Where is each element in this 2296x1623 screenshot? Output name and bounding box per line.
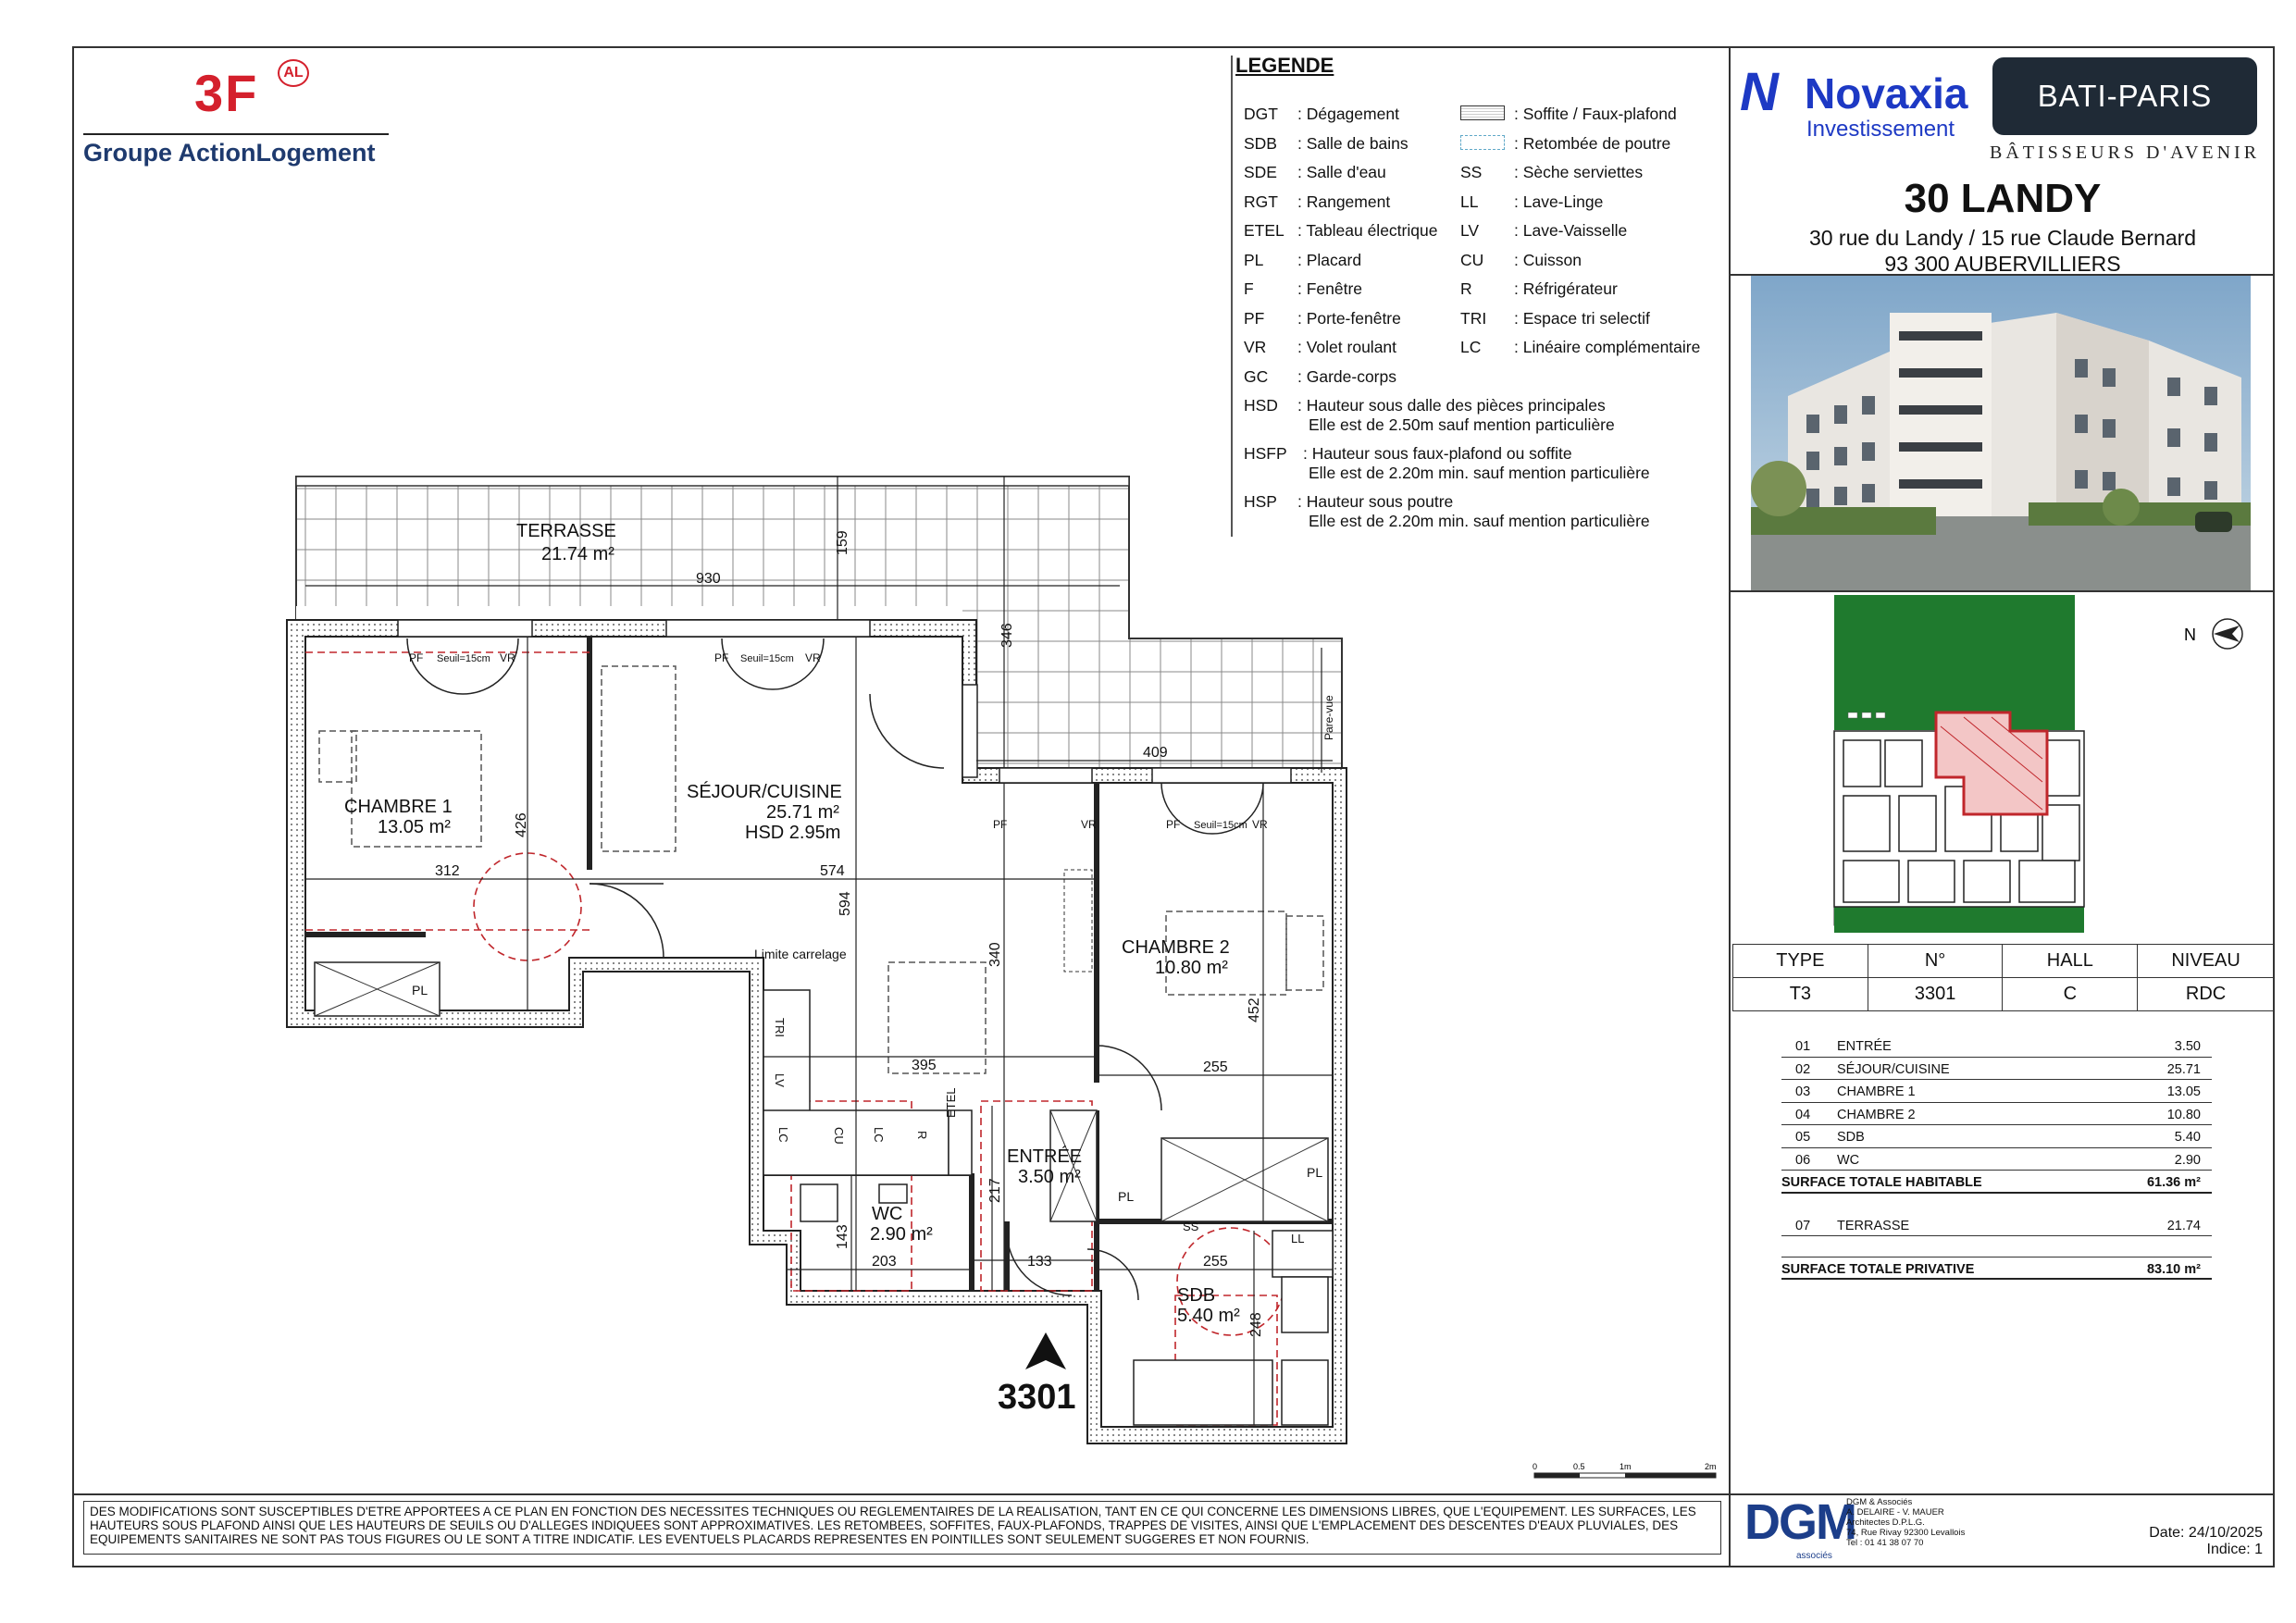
sdb-label: SDB — [1177, 1285, 1216, 1306]
batisseurs-tagline: BÂTISSEURS D'AVENIR — [1990, 142, 2261, 163]
north-arrow-icon — [2184, 619, 2242, 649]
legend-height-code: HSD — [1244, 396, 1278, 415]
legend-code: LV — [1460, 221, 1480, 240]
svg-text:1m: 1m — [1620, 1462, 1632, 1471]
svg-text:ETEL: ETEL — [944, 1087, 958, 1118]
svg-text:VR: VR — [1081, 818, 1097, 831]
sdb-area: 5.40 m² — [1177, 1306, 1240, 1326]
legend-code: VR — [1244, 338, 1267, 356]
legend-label: : Placard — [1297, 250, 1362, 269]
legend-code: LC — [1460, 338, 1482, 356]
legend-label: : Réfrigérateur — [1514, 279, 1618, 298]
sejour-area: 25.71 m² — [766, 802, 839, 823]
svg-text:452: 452 — [1247, 997, 1262, 1022]
legend-height-line2: Elle est de 2.20m min. sauf mention particulière — [1309, 512, 1650, 530]
svg-text:LV: LV — [773, 1073, 787, 1087]
legend-code: PL — [1244, 250, 1264, 269]
svg-text:426: 426 — [514, 812, 529, 837]
svg-text:SS: SS — [1183, 1220, 1199, 1233]
legend-code: RGT — [1244, 192, 1278, 211]
header-hall: HALL — [2003, 945, 2138, 978]
limite-carrelage: Limite carrelage — [754, 947, 847, 961]
unit-info-table — [1732, 944, 2275, 1011]
legend-label: : Espace tri selectif — [1514, 308, 1650, 328]
building-rendering — [1751, 276, 2251, 590]
svg-text:395: 395 — [912, 1058, 937, 1073]
svg-text:N: N — [2184, 626, 2196, 644]
svg-text:VR: VR — [500, 651, 515, 664]
svg-text:VR: VR — [805, 651, 821, 664]
3f-logo — [83, 54, 389, 165]
svg-text:PF: PF — [993, 818, 1008, 831]
svg-text:248: 248 — [1248, 1312, 1264, 1337]
legend-title: LEGENDE — [1235, 54, 1334, 77]
svg-text:TRI: TRI — [773, 1018, 787, 1037]
surface-row: 02 SÉJOUR/CUISINE 25.71 — [1781, 1058, 2212, 1081]
svg-text:PF: PF — [714, 651, 729, 664]
chambre2-label: CHAMBRE 2 — [1122, 937, 1230, 958]
legend-label: : Porte-fenêtre — [1297, 308, 1401, 328]
svg-text:0: 0 — [1533, 1462, 1538, 1471]
legend-code: TRI — [1460, 308, 1487, 328]
svg-text:409: 409 — [1143, 745, 1168, 761]
svg-text:R: R — [915, 1131, 929, 1140]
legend-code: SDE — [1244, 163, 1277, 181]
project-city: 93 300 AUBERVILLIERS — [1884, 252, 2121, 276]
legend-height-line2: Elle est de 2.50m sauf mention particulière — [1309, 415, 1615, 434]
chambre1-label: CHAMBRE 1 — [344, 797, 453, 817]
legend-label: : Linéaire complémentaire — [1514, 338, 1701, 356]
entree-area: 3.50 m² — [1018, 1167, 1081, 1187]
svg-text:574: 574 — [820, 863, 845, 879]
terrasse-label: TERRASSE — [516, 521, 616, 541]
novaxia-sub: Investissement — [1806, 117, 1955, 142]
svg-text:2m: 2m — [1705, 1462, 1717, 1471]
svg-text:Seuil=15cm: Seuil=15cm — [437, 653, 490, 664]
location-plan — [1732, 592, 2275, 944]
svg-text:143: 143 — [835, 1224, 850, 1249]
svg-text:Pare-vue: Pare-vue — [1322, 695, 1335, 740]
svg-text:133: 133 — [1027, 1254, 1052, 1270]
svg-text:PL: PL — [1118, 1189, 1135, 1204]
architect-info: DGM & Associés A. DELAIRE - V. MAUER Architectes D.P.L.G. 74, Rue Rivay 92300 Levallois Tel : 01 41 38 07 70 — [1846, 1497, 1966, 1548]
sejour-hsd: HSD 2.95m — [745, 823, 841, 843]
legend-code: SDB — [1244, 133, 1277, 153]
legend-code: ETEL — [1244, 221, 1285, 240]
svg-text:VR: VR — [1252, 818, 1268, 831]
legend-height-line2: Elle est de 2.20m min. sauf mention particulière — [1309, 464, 1650, 482]
project-address: 30 rue du Landy / 15 rue Claude Bernard — [1808, 226, 2197, 250]
date-block — [2110, 1525, 2263, 1558]
header-type: TYPE — [1733, 945, 1868, 978]
legend-label: : Salle de bains — [1297, 133, 1409, 153]
svg-text:PL: PL — [1307, 1165, 1323, 1180]
legend-label: : Sèche serviettes — [1514, 163, 1644, 181]
terrasse-row: 07 TERRASSE 21.74 — [1781, 1214, 2212, 1237]
novaxia-name: Novaxia — [1805, 69, 1968, 118]
dgm-assoc: associés — [1796, 1551, 1832, 1561]
legend-label: : Lave-Vaisselle — [1514, 221, 1628, 240]
surface-row: 05 SDB 5.40 — [1781, 1125, 2212, 1148]
legend-height-line1: : Hauteur sous dalle des pièces principales — [1297, 396, 1606, 415]
wc-label: WC — [872, 1204, 903, 1224]
value-hall: C — [2003, 978, 2138, 1011]
value-niveau: RDC — [2138, 978, 2275, 1011]
svg-text:255: 255 — [1203, 1059, 1228, 1075]
al-badge: AL — [278, 59, 309, 87]
svg-text:LL: LL — [1291, 1232, 1305, 1245]
svg-text:Seuil=15cm: Seuil=15cm — [1194, 820, 1247, 831]
total-privative-row: SURFACE TOTALE PRIVATIVE 83.10 m² — [1781, 1257, 2212, 1280]
wc-area: 2.90 m² — [870, 1224, 933, 1245]
legend-label: : Salle d'eau — [1297, 163, 1386, 181]
svg-text:LC: LC — [872, 1127, 886, 1143]
svg-text:0.5: 0.5 — [1573, 1462, 1585, 1471]
header-num: N° — [1868, 945, 2003, 978]
footer-divider — [72, 1493, 2275, 1495]
legend-code: F — [1244, 279, 1254, 298]
terrasse-area: 21.74 m² — [541, 544, 614, 564]
header-niveau: NIVEAU — [2138, 945, 2275, 978]
legend-code: DGT — [1244, 105, 1278, 123]
legend-label: : Tableau électrique — [1297, 221, 1438, 240]
legend-label: : Soffite / Faux-plafond — [1514, 105, 1677, 123]
chambre2-area: 10.80 m² — [1155, 958, 1228, 978]
svg-text:PF: PF — [409, 651, 424, 664]
svg-text:203: 203 — [872, 1254, 897, 1270]
legend-code: PF — [1244, 308, 1265, 328]
surface-row: 03 CHAMBRE 1 13.05 — [1781, 1080, 2212, 1103]
legend-height-line1: : Hauteur sous poutre — [1297, 492, 1454, 511]
svg-text:346: 346 — [999, 623, 1015, 648]
legend-label: : Garde-corps — [1297, 366, 1396, 386]
project-title: 30 LANDY — [1904, 176, 2102, 221]
group-name: Groupe ActionLogement — [83, 139, 376, 167]
svg-text:LC: LC — [776, 1127, 790, 1143]
svg-text:312: 312 — [435, 863, 460, 879]
surface-row: 04 CHAMBRE 2 10.80 — [1781, 1103, 2212, 1126]
total-habitable-row: SURFACE TOTALE HABITABLE 61.36 m² — [1781, 1171, 2212, 1194]
bati-paris-logo: BATI-PARIS — [1992, 57, 2257, 135]
legend-height-code: HSP — [1244, 492, 1277, 511]
sejour-label: SÉJOUR/CUISINE — [687, 782, 842, 802]
svg-text:PF: PF — [1166, 818, 1181, 831]
legend-label: : Cuisson — [1514, 250, 1582, 269]
svg-text:217: 217 — [987, 1178, 1003, 1203]
legend-code: GC — [1244, 366, 1269, 386]
floor-plan — [278, 463, 1351, 1471]
surface-row: 06 WC 2.90 — [1781, 1148, 2212, 1171]
svg-text:159: 159 — [835, 530, 850, 555]
disclaimer-notes: DES MODIFICATIONS SONT SUSCEPTIBLES D'ETRE APPORTEES A CE PLAN EN FONCTION DES NECESSITES TECHNIQUES OU REGLEMENTAIRES DE LA REALISATION, TANT EN CE QUI CONCERNE LES DIMENSIONS LIBRES, QUE L'EQUIPEMENT. LES SURFACES, LES HAUTEURS SOUS PLAFOND AINSI QUE LES HAUTEURS DE SEUILS OU D'ALLEGES INDIQUEES SONT APPROXIMATIVES. LES RETOMBEES, SOFFITES, FAUX-PLAFONDS, TRAPPES DE VISITES, AINSI QUE L'EMPLACEMENT DES DESCENTES D'EAUX PLUVIALES, DES EQUIPEMENTS SANITAIRES NE SONT PAS TOUS FIGURES OU LE SONT A TITRE INDICATIF. LES EVENTUELS PLACARDS REPRESENTES EN POINTILLES SONT SEULEMENT SUGGERES ET NON FOURNIS. — [83, 1501, 1721, 1555]
legend-label: : Volet roulant — [1297, 338, 1397, 356]
legend-label: : Retombée de poutre — [1514, 133, 1671, 153]
legend-height-line1: : Hauteur sous faux-plafond ou soffite — [1303, 444, 1572, 463]
legend-code: R — [1460, 279, 1472, 298]
chambre1-area: 13.05 m² — [378, 817, 451, 837]
entrance-arrow-icon — [1025, 1332, 1066, 1369]
legend-code: CU — [1460, 250, 1484, 269]
retombee-swatch-icon — [1460, 135, 1505, 150]
legend-label: : Fenêtre — [1297, 279, 1363, 298]
date-text: Date: 24/10/2025 — [2149, 1525, 2263, 1541]
entree-label: ENTRÉE — [1007, 1146, 1083, 1167]
legend-label: : Rangement — [1297, 192, 1391, 211]
value-type: T3 — [1733, 978, 1868, 1011]
indice-text: Indice: 1 — [2206, 1542, 2263, 1557]
svg-text:Seuil=15cm: Seuil=15cm — [740, 653, 794, 664]
novaxia-n-icon: N — [1740, 62, 1779, 122]
legend-code: SS — [1460, 163, 1483, 181]
svg-text:930: 930 — [696, 571, 721, 587]
svg-text:594: 594 — [838, 891, 853, 916]
legend — [1235, 56, 1735, 93]
lot-number: 3301 — [998, 1378, 1076, 1417]
scale-bar — [1533, 1460, 1718, 1488]
3f-mark: 3F — [194, 64, 259, 122]
soffite-swatch-icon — [1460, 105, 1505, 120]
svg-text:255: 255 — [1203, 1254, 1228, 1270]
dgm-logo: DGM — [1744, 1494, 1855, 1550]
svg-text:CU: CU — [832, 1127, 846, 1145]
legend-label: : Lave-Linge — [1514, 192, 1604, 211]
legend-height-code: HSFP — [1244, 444, 1287, 463]
surface-row: 01 ENTRÉE 3.50 — [1781, 1035, 2212, 1058]
legend-code: LL — [1460, 192, 1479, 211]
svg-text:PL: PL — [412, 983, 428, 997]
legend-label: : Dégagement — [1297, 105, 1399, 123]
svg-text:340: 340 — [987, 942, 1003, 967]
surfaces-table — [1781, 1035, 2212, 1280]
value-num: 3301 — [1868, 978, 2003, 1011]
